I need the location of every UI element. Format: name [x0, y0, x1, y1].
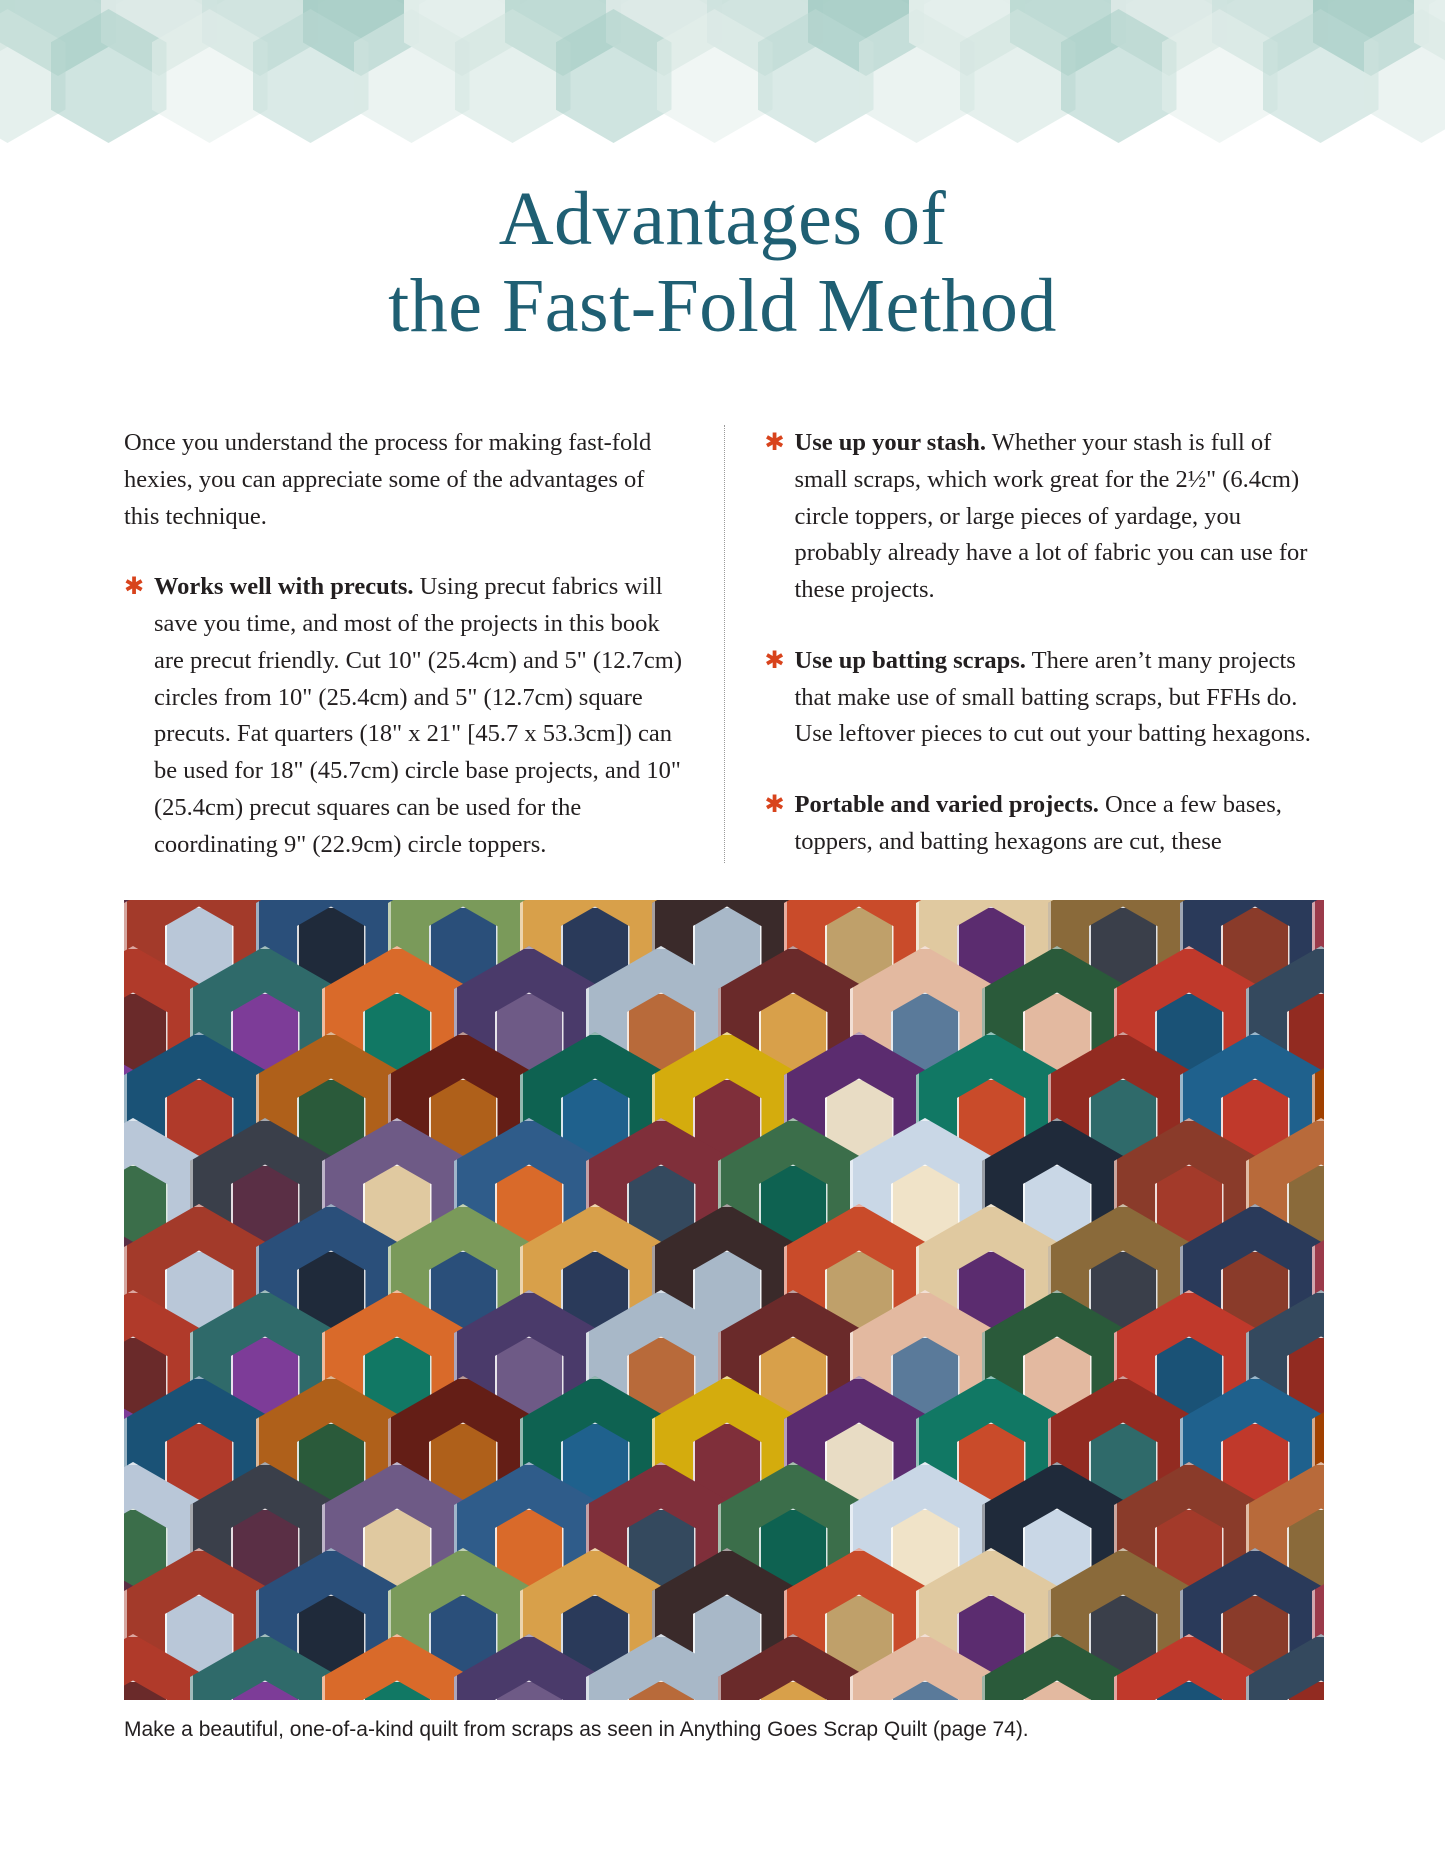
bullet-portable-and-varied-projects — [765, 787, 1325, 861]
quilt-hexagon-topper — [627, 1680, 696, 1700]
bullet-use-up-your-stash — [765, 425, 1325, 609]
bullet-body: Whether your stash is full of small scraps, which work great for the 2½" (6.4cm) circle toppers, or large pieces of yardage, you probably already have a lot of fabric you can use for these projects. — [794, 429, 1308, 603]
decorative-hexagon-band — [0, 0, 1445, 150]
bullet-lead: Portable and varied projects. — [794, 791, 1099, 818]
asterisk-icon: ✱ — [124, 574, 145, 601]
quilt-hexagon-topper — [363, 1680, 432, 1700]
figure-caption: Make a beautiful, one-of-a-kind quilt from scraps as seen in Anything Goes Scrap Quilt (page 74). — [124, 1718, 1029, 1741]
quilt-hexagon-topper — [495, 1680, 564, 1700]
bullet-text — [795, 787, 1325, 861]
bullet-use-up-batting-scraps — [765, 643, 1325, 753]
body-columns — [124, 425, 1324, 863]
bullet-text — [795, 643, 1325, 753]
left-column — [124, 425, 724, 863]
bullet-lead: Works well with precuts. — [154, 573, 414, 601]
page-title-line-1: Advantages of — [498, 176, 947, 261]
quilt-hexagon-topper — [124, 1680, 168, 1700]
bullet-text — [795, 425, 1325, 609]
quilt-hexagon-topper — [1155, 1680, 1224, 1700]
bullet-lead: Use up batting scraps. — [794, 646, 1026, 674]
bullet-body: Using precut fabrics will save you time, and most of the projects in this book are precut friendly. Cut 10" (25.4cm) and 5" (12.7cm) circles from 10" (25.4cm) and 5" (12.7cm) square precuts. Fat quarters (18" x 21" [45.7 x 53.3cm]) can be used for 18" (45.7cm) circle base projects, and 10" (25.4cm) precut squares can be used for the coordinating 9" (22.9cm) circle toppers. — [154, 573, 682, 858]
asterisk-icon: ✱ — [764, 430, 785, 456]
bullet-text — [154, 569, 684, 863]
page-title — [0, 176, 1445, 351]
bullet-body: There aren’t many projects that make use of small batting scraps, but FFHs do. Use leftover pieces to cut out your batting hexagons. — [794, 646, 1311, 748]
quilt-hexagon-topper — [759, 1680, 828, 1700]
quilt-hexagon-topper — [1287, 1680, 1325, 1700]
right-column — [724, 425, 1325, 863]
asterisk-icon: ✱ — [764, 792, 785, 818]
bullet-works-well-with-precuts — [124, 569, 684, 863]
quilt-hexagon-topper — [1023, 1680, 1092, 1700]
page-title-line-2: the Fast-Fold Method — [388, 264, 1057, 349]
scrap-quilt-photograph — [124, 900, 1324, 1700]
intro-paragraph: Once you understand the process for making fast-fold hexies, you can appreciate some of the advantages of this technique. — [124, 429, 652, 530]
quilt-hexagon-topper — [231, 1680, 300, 1700]
asterisk-icon: ✱ — [764, 647, 785, 674]
bullet-lead: Use up your stash. — [794, 429, 987, 456]
bullet-body: Once a few bases, toppers, and batting hexagons are cut, these — [794, 791, 1282, 855]
quilt-hexagon-topper — [891, 1680, 960, 1700]
